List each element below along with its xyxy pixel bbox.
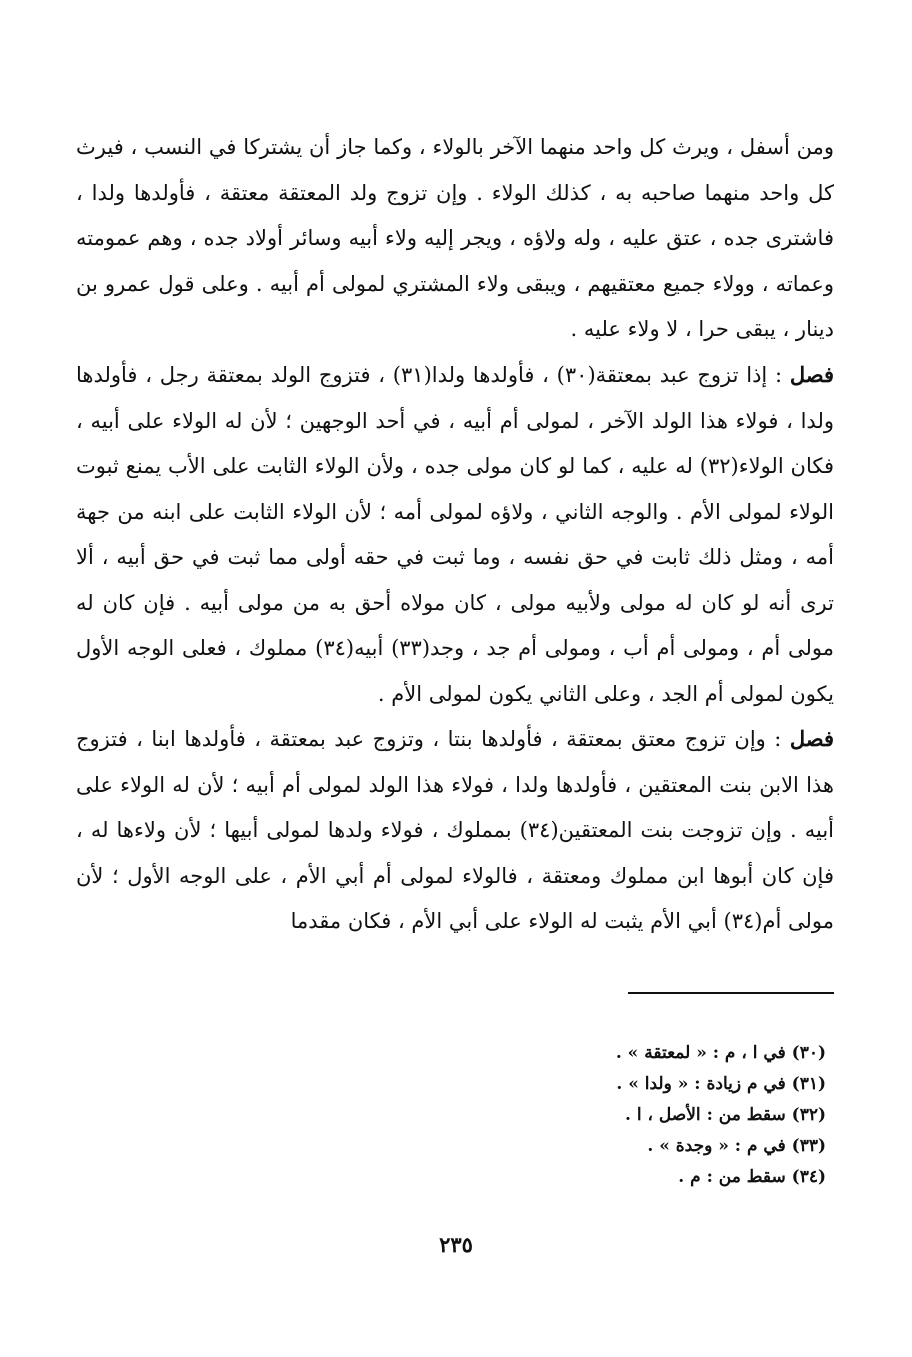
paragraph-text: ومن أسفل ، ويرث كل واحد منهما الآخر بالولاء ، وكما جاز أن يشتركا في النسب ، فيرث كل واحد منهما صاحبه به ، كذلك الولاء . وإن تزوج ولد المعتقة معتقة ، فأولدها ولدا ، فاشترى جده ، عتق عليه ، وله ولاؤه ، ويجر إليه ولاء أبيه وسائر أولاد جده ، وهم عمومته وعماته ، وولاء جميع معتقيهم ، ويبقى ولاء المشتري لمولى أم أبيه . وعلى قول عمرو بن دينار ، يبقى حرا ، لا ولاء عليه . [76, 135, 834, 341]
footnote-34: (٣٤) سقط من : م . [678, 1167, 826, 1187]
footnote-30: (٣٠) في ا ، م : « لمعتقة » . [615, 1043, 826, 1063]
paragraph-1 [76, 124, 834, 353]
paragraph-text: : إذا تزوج عبد بمعتقة(٣٠) ، فأولدها ولدا(٣١) ، فتزوج الولد بمعتقة رجل ، فأولدها ولدا ، فولاء هذا الولد الآخر ، لمولى أم أبيه ، في أحد الوجهين ؛ لأن له الولاء على أبيه ، فكان الولاء(٣٢) له عليه ، كما لو كان مولى جده ، ولأن الولاء الثابت على الأب يمنع ثبوت الولاء لمولى الأم . والوجه الثاني ، ولاؤه لمولى أمه ؛ لأن الولاء الثابت على ابنه من جهة أمه ، ومثل ذلك ثابت في حق نفسه ، وما ثبت في حقه أولى مما ثبت في حق أبيه ، ألا ترى أنه لو كان له مولى ولأبيه مولى ، كان مولاه أحق به من مولى أبيه . فإن كان له مولى أم ، ومولى أم أب ، ومولى أم جد ، وجد(٣٣) أبيه(٣٤) مملوك ، فعلى الوجه الأول يكون لمولى أم الجد ، وعلى الثاني يكون لمولى الأم . [76, 363, 834, 706]
paragraph-text: : وإن تزوج معتق بمعتقة ، فأولدها بنتا ، وتزوج عبد بمعتقة ، فأولدها ابنا ، فتزوج هذا الابن بنت المعتقين ، فأولدها ولدا ، فولاء هذا الولد لمولى أم أبيه ؛ لأن له الولاء على أبيه . وإن تزوجت بنت المعتقين(٣٤) بمملوك ، فولاء ولدها لمولى أبيها ؛ لأن ولاءها له ، فإن كان أبوها ابن مملوك ومعتقة ، فالولاء لمولى أم أبي الأم ، على الوجه الأول ؛ لأن مولى أم(٣٤) أبي الأم يثبت له الولاء على أبي الأم ، فكان مقدما [76, 727, 835, 933]
footnote-32: (٣٢) سقط من : الأصل ، ا . [625, 1105, 826, 1125]
paragraph-3 [76, 716, 834, 945]
footnote-31: (٣١) في م زيادة : « ولدا » . [616, 1074, 826, 1094]
paragraph-2 [76, 352, 834, 717]
section-heading: فصل [789, 726, 834, 751]
section-heading: فصل [789, 362, 835, 387]
footnotes [506, 1038, 826, 1193]
page-number: ٢٣٥ [439, 1232, 473, 1257]
footnote-33: (٣٣) في م : « وجدة » . [647, 1136, 826, 1156]
footnote-divider [628, 992, 834, 994]
